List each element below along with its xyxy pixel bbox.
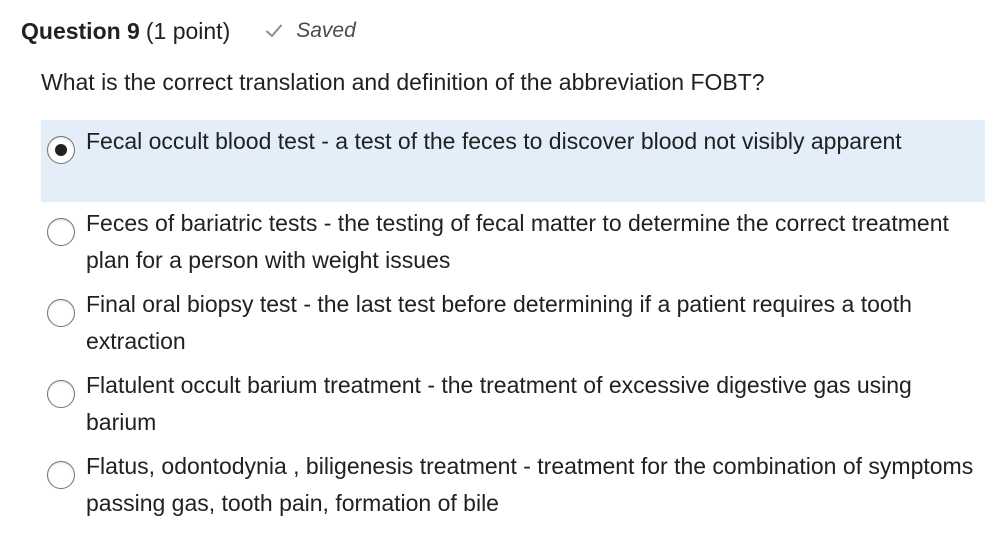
radio-button[interactable] — [47, 218, 75, 246]
answer-option-label[interactable]: Final oral biopsy test - the last test before determining if a patient requires a tooth extraction — [86, 291, 912, 354]
radio-button[interactable] — [47, 380, 75, 408]
saved-label: Saved — [296, 19, 356, 42]
answer-option[interactable] — [41, 202, 985, 283]
answer-option-label[interactable]: Flatulent occult barium treatment - the treatment of excessive digestive gas using barium — [86, 372, 912, 435]
saved-status — [264, 19, 356, 43]
radio-button[interactable] — [47, 461, 75, 489]
radio-button[interactable] — [47, 136, 75, 164]
answer-option-label[interactable]: Flatus, odontodynia , biligenesis treatment - treatment for the combination of symptoms passing gas, tooth pain, formation of bile — [86, 453, 974, 516]
question-prompt: What is the correct translation and definition of the abbreviation FOBT? — [41, 69, 765, 95]
question-points: (1 point) — [145, 17, 231, 44]
checkmark-icon — [264, 21, 284, 41]
answer-option-label[interactable]: Fecal occult blood test - a test of the feces to discover blood not visibly apparent — [86, 128, 902, 154]
question-title: Question 9 — [21, 17, 140, 44]
answer-option[interactable] — [41, 120, 985, 202]
answer-option-label[interactable]: Feces of bariatric tests - the testing of fecal matter to determine the correct treatment plan for a person with weight issues — [86, 210, 949, 273]
answer-option[interactable] — [41, 445, 985, 526]
answer-option[interactable] — [41, 364, 985, 445]
radio-selected-dot — [55, 144, 67, 156]
answer-option[interactable] — [41, 283, 985, 364]
question-header — [21, 14, 356, 48]
answer-options — [41, 120, 985, 526]
radio-button[interactable] — [47, 299, 75, 327]
